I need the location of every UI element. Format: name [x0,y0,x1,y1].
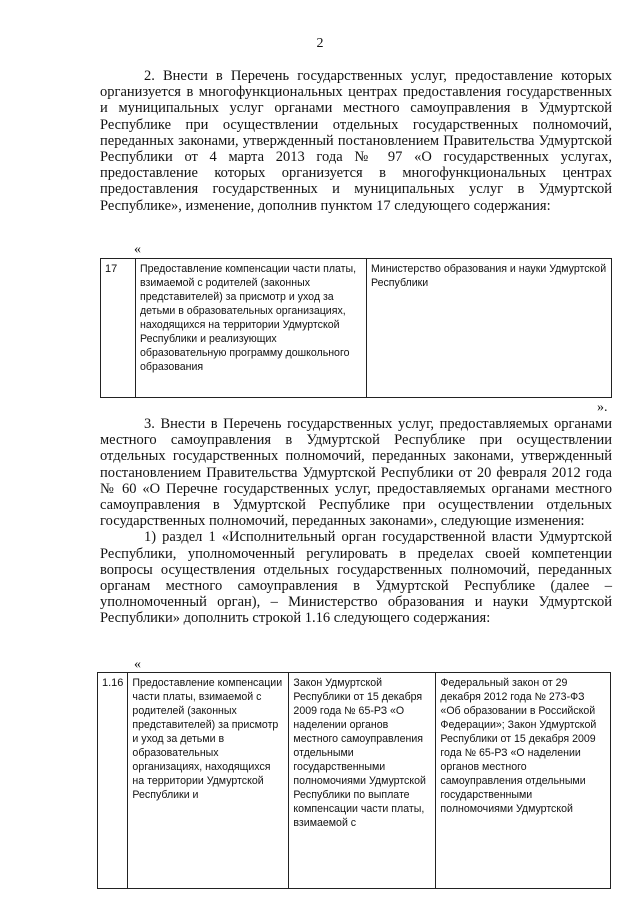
section-2-paragraph [100,68,612,214]
page-number: 2 [316,36,324,51]
service-name-cell: Предоставление компенсации части платы, взимаемой с родителей (законных представителей) за присмотр и уход за детьми в образовательных организациях, находящихся на территории Удмуртской Республики и реализующих образовательную программу дошкольного образования [136,259,367,398]
services-table-2 [97,672,611,889]
quote-open-1: « [134,242,141,257]
table-row [98,673,611,889]
quote-close-1: ». [597,400,608,415]
section-2-text: 2. Внести в Перечень государственных услуг, предоставление которых организуется в многофункциональных центрах предоставления государственных и муниципальных услуг органами местного самоуправления в Удмуртской Республике при осуществлении отдельных государственных полномочий, переданных законами, утвержденный постановлением Правительства Удмуртской Республики от 4 марта 2013 года № 97 «О государственных услугах, предоставление которых организуется в многофункциональных центрах предоставления государственных и муниципальных услуг в Удмуртской Республике», изменение, дополнив пунктом 17 следующего содержания: [100,68,612,214]
services-table-1 [100,258,612,398]
section-3-text: 3. Внести в Перечень государственных услуг, предоставляемых органами местного самоуправления в Удмуртской Республике при осуществлении отдельных государственных полномочий, переданных законами, утвержденный постановлением Правительства Удмуртской Республики от 20 февраля 2012 года № 60 «О Перечне государственных услуг, предоставляемых органами местного самоуправления в Удмуртской Республике при осуществлении отдельных государственных полномочий, переданных законами», следующие изменения: [100,416,612,530]
legal-basis-cell: Федеральный закон от 29 декабря 2012 года № 273-ФЗ «Об образовании в Российской Федерации»; Закон Удмуртской Республики от 15 декабря 2009 года № 65-РЗ «О наделении органов местного самоуправления отдельными государственными полномочиями Удмуртской [436,673,611,889]
row-number: 1.16 [98,673,128,889]
quote-open-2: « [134,657,141,672]
table-row [101,259,612,398]
authority-cell: Министерство образования и науки Удмуртской Республики [367,259,612,398]
row-number: 17 [101,259,136,398]
section-3-paragraph [100,416,612,627]
law-cell: Закон Удмуртской Республики от 15 декабря 2009 года № 65-РЗ «О наделении органов местного самоуправления отдельными государственными полномочиями Удмуртской Республики по выплате компенсации части платы, взимаемой с [289,673,436,889]
service-name-cell: Предоставление компенсации части платы, взимаемой с родителей (законных представителей) за присмотр и уход за детьми в образовательных организациях, находящихся на территории Удмуртской Республики и [128,673,289,889]
section-3-item-1: 1) раздел 1 «Исполнительный орган государственной власти Удмуртской Республики, уполномоченный регулировать в пределах своей компетенции вопросы осуществления отдельных государственных полномочий, переданных органам местного самоуправления в Удмуртской Республике (далее – уполномоченный орган), – Министерство образования и науки Удмуртской Республики» дополнить строкой 1.16 следующего содержания: [100,529,612,627]
